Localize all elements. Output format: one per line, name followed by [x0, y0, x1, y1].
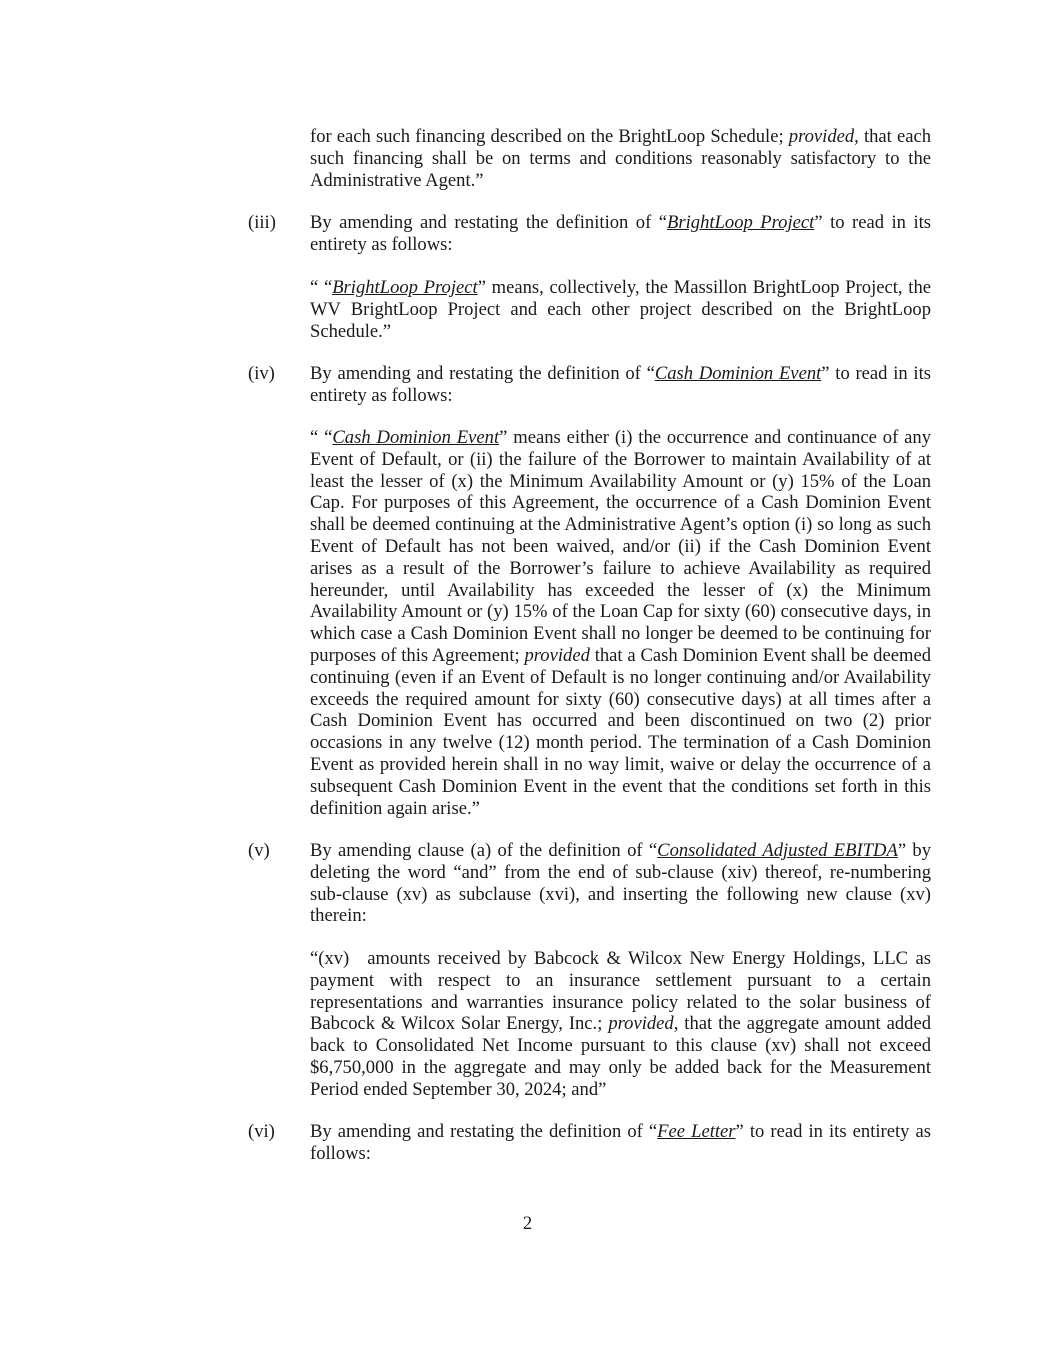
- item-iii-intro: [310, 212, 931, 256]
- clause-text-end: , that the aggregate amount added back to Consolidated Net Income pursuant to this clause (xv) shall not exceed $6,750,000 in the aggregate and may only be added back for the Measurement Period ended September 30, 2024; and”: [310, 1013, 932, 1100]
- cash-dominion-definition: [310, 427, 931, 819]
- brightloop-definition: [310, 277, 931, 342]
- intro-text: By amending and restating the definition of “: [310, 1121, 658, 1142]
- intro-text: By amending clause (a) of the definition of “: [310, 840, 658, 861]
- continuation-text-end: , that each such financing shall be on terms and conditions reasonably satisfactory to the Administrative Agent.”: [310, 126, 931, 191]
- continuation-paragraph: [310, 126, 931, 191]
- defined-term: Cash Dominion Event: [332, 427, 500, 448]
- defined-term-consolidated-adjusted-ebitda: Consolidated Adjusted EBITDA: [657, 840, 898, 861]
- intro-text-end: ” by deleting the word “and” from the end of sub-clause (xiv) thereof, re-numbering sub-clause (xv) as subclause (xvi), and inserting the following new clause (xv) therein:: [310, 840, 932, 927]
- provided-italic: provided: [524, 644, 590, 666]
- defined-term-brightloop-project: BrightLoop Project: [667, 212, 815, 233]
- defined-term: BrightLoop Project: [332, 277, 478, 298]
- open-quote: “ “: [310, 277, 333, 298]
- provided-italic: provided: [608, 1013, 674, 1035]
- item-vi-intro: [310, 1121, 931, 1165]
- item-number-iii: (iii): [248, 212, 276, 233]
- intro-text-end: ” to read in its entirety as follows:: [310, 1121, 931, 1164]
- intro-text-end: ” to read in its entirety as follows:: [310, 363, 931, 406]
- item-iv-intro: [310, 363, 931, 407]
- intro-text: By amending and restating the definition of “: [310, 363, 655, 384]
- item-number-v: (v): [248, 840, 270, 861]
- clause-label: “(xv): [310, 948, 350, 969]
- provided-italic: provided: [788, 126, 855, 147]
- xv-clause: [310, 948, 931, 1101]
- definition-text: ” means either (i) the occurrence and continuance of any Event of Default, or (ii) the failure of the Borrower to maintain Availability of at least the lesser of (x) the Minimum Availability Amount or (y) 15% of the Loan Cap. For purposes of this Agreement, the occurrence of a Cash Dominion Event shall be deemed continuing at the Administrative Agent’s option (i) so long as such Event of Default has not been waived, and/or (ii) if the Cash Dominion Event arises as a result of the Borrower’s failure to achieve Availability as required hereunder, until Availability has exceeded the lesser of (x) the Minimum Availability Amount or (y) 15% of the Loan Cap for sixty (60) consecutive days, in which case a Cash Dominion Event shall no longer be deemed to be continuing for purposes of this Agreement;: [310, 427, 932, 666]
- intro-text: By amending and restating the definition of “: [310, 212, 668, 233]
- definition-text: ” means, collectively, the Massillon BrightLoop Project, the WV BrightLoop Project and each other project described on the BrightLoop Schedule.”: [310, 277, 931, 342]
- item-v-intro: [310, 840, 931, 927]
- item-number-iv: (iv): [248, 363, 275, 384]
- open-quote: “ “: [310, 427, 333, 448]
- item-number-vi: (vi): [248, 1121, 275, 1142]
- defined-term-fee-letter: Fee Letter: [657, 1121, 736, 1142]
- defined-term-cash-dominion-event: Cash Dominion Event: [654, 363, 822, 384]
- intro-text-end: ” to read in its entirety as follows:: [310, 212, 932, 255]
- clause-text: amounts received by Babcock & Wilcox New Energy Holdings, LLC as payment with respect to an insurance settlement pursuant to a certain representations and warranties insurance policy related to the solar business of Babcock & Wilcox Solar Energy, Inc.;: [310, 948, 931, 1035]
- definition-text-end: that a Cash Dominion Event shall be deemed continuing (even if an Event of Default is no longer continuing and/or Availability exceeds the required amount for sixty (60) consecutive days) at all times after a Cash Dominion Event has occurred and been discontinued on two (2) prior occasions in any twelve (12) month period. The termination of a Cash Dominion Event as provided herein shall in no way limit, waive or delay the occurrence of a subsequent Cash Dominion Event in the event that the conditions set forth in this definition again arise.”: [310, 644, 931, 819]
- continuation-text: for each such financing described on the BrightLoop Schedule;: [310, 126, 789, 147]
- page-number: 2: [522, 1213, 533, 1234]
